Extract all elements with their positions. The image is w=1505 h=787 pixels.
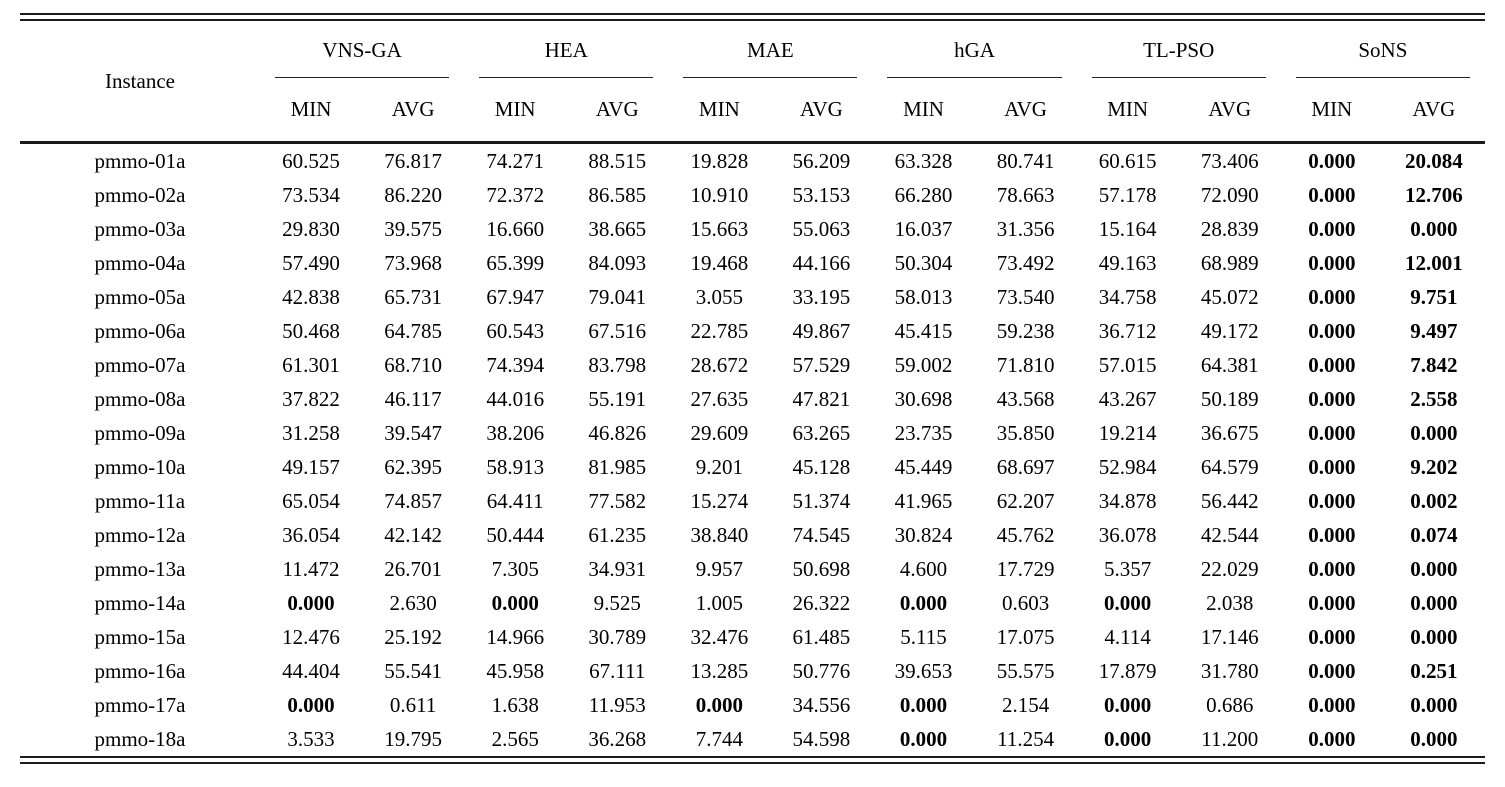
instance-cell: pmmo-18a <box>94 727 186 751</box>
value-cell: 43.267 <box>1098 387 1157 411</box>
value-cell: 20.084 <box>1405 149 1463 173</box>
value-cell: 67.947 <box>486 285 545 309</box>
value-cell: 9.957 <box>695 557 743 581</box>
table-row <box>20 518 1485 552</box>
value-cell: 66.280 <box>894 183 953 207</box>
value-cell: 7.744 <box>695 727 743 751</box>
value-cell: 61.235 <box>588 523 647 547</box>
group-underline <box>1092 77 1266 78</box>
group-label: HEA <box>544 38 588 62</box>
value-cell: 37.822 <box>282 387 340 411</box>
value-cell: 0.000 <box>1308 557 1356 581</box>
value-cell: 0.603 <box>1001 591 1050 615</box>
value-cell: 55.541 <box>384 659 442 683</box>
value-cell: 88.515 <box>588 149 647 173</box>
value-cell: 50.304 <box>894 251 953 275</box>
value-cell: 38.206 <box>486 421 545 445</box>
value-cell: 54.598 <box>792 727 851 751</box>
value-cell: 0.686 <box>1206 693 1254 717</box>
group-underline <box>887 77 1061 78</box>
group-header-vns-ga <box>260 21 464 78</box>
table-row <box>20 722 1485 756</box>
value-cell: 2.038 <box>1206 591 1254 615</box>
results-table <box>20 21 1485 756</box>
value-cell: 68.697 <box>996 455 1055 479</box>
group-header-sons <box>1281 21 1485 78</box>
value-cell: 0.000 <box>1410 727 1458 751</box>
table-row <box>20 688 1485 722</box>
value-cell: 30.698 <box>894 387 953 411</box>
value-cell: 0.000 <box>1308 489 1356 513</box>
value-cell: 4.600 <box>899 557 948 581</box>
value-cell: 11.200 <box>1201 727 1259 751</box>
value-cell: 64.579 <box>1200 455 1259 479</box>
value-cell: 50.776 <box>792 659 851 683</box>
value-cell: 0.000 <box>1308 183 1356 207</box>
value-cell: 0.000 <box>899 693 948 717</box>
value-cell: 49.172 <box>1200 319 1259 343</box>
instance-cell: pmmo-17a <box>94 693 186 717</box>
value-cell: 60.525 <box>282 149 340 173</box>
instance-cell: pmmo-13a <box>94 557 186 581</box>
value-cell: 12.476 <box>282 625 340 649</box>
value-cell: 34.878 <box>1098 489 1157 513</box>
value-cell: 50.189 <box>1200 387 1259 411</box>
value-cell: 86.585 <box>588 183 647 207</box>
value-cell: 67.111 <box>589 659 646 683</box>
value-cell: 15.274 <box>690 489 749 513</box>
value-cell: 61.301 <box>282 353 340 377</box>
instance-cell: pmmo-06a <box>94 319 186 343</box>
value-cell: 0.000 <box>899 727 948 751</box>
value-cell: 45.128 <box>792 455 851 479</box>
value-cell: 73.540 <box>996 285 1055 309</box>
sub-header-min: MIN <box>464 78 566 143</box>
value-cell: 16.660 <box>486 217 545 241</box>
instance-cell: pmmo-08a <box>94 387 186 411</box>
value-cell: 68.989 <box>1200 251 1259 275</box>
value-cell: 0.000 <box>1308 149 1356 173</box>
value-cell: 58.013 <box>894 285 953 309</box>
value-cell: 80.741 <box>996 149 1055 173</box>
table-row <box>20 212 1485 246</box>
value-cell: 36.078 <box>1098 523 1157 547</box>
table-row <box>20 586 1485 620</box>
value-cell: 72.090 <box>1200 183 1259 207</box>
value-cell: 12.706 <box>1405 183 1463 207</box>
value-cell: 0.000 <box>1410 421 1458 445</box>
value-cell: 0.000 <box>1308 455 1356 479</box>
value-cell: 86.220 <box>384 183 442 207</box>
value-cell: 39.653 <box>894 659 953 683</box>
value-cell: 17.075 <box>996 625 1055 649</box>
value-cell: 55.063 <box>792 217 851 241</box>
value-cell: 47.821 <box>792 387 851 411</box>
value-cell: 0.000 <box>1308 387 1356 411</box>
table-body <box>20 143 1485 757</box>
value-cell: 56.209 <box>792 149 851 173</box>
value-cell: 26.701 <box>384 557 442 581</box>
value-cell: 1.005 <box>695 591 743 615</box>
value-cell: 51.374 <box>792 489 851 513</box>
value-cell: 17.146 <box>1200 625 1259 649</box>
value-cell: 84.093 <box>588 251 647 275</box>
value-cell: 34.931 <box>588 557 647 581</box>
value-cell: 74.857 <box>384 489 442 513</box>
value-cell: 59.238 <box>996 319 1055 343</box>
value-cell: 19.828 <box>690 149 749 173</box>
value-cell: 49.157 <box>282 455 340 479</box>
value-cell: 71.810 <box>996 353 1055 377</box>
table-row <box>20 620 1485 654</box>
instance-cell: pmmo-01a <box>94 149 186 173</box>
value-cell: 42.142 <box>384 523 442 547</box>
value-cell: 36.675 <box>1200 421 1259 445</box>
value-cell: 62.395 <box>384 455 442 479</box>
value-cell: 0.000 <box>1308 353 1356 377</box>
group-header-tl-pso <box>1077 21 1281 78</box>
value-cell: 23.735 <box>894 421 953 445</box>
instance-cell: pmmo-15a <box>94 625 186 649</box>
table-row <box>20 416 1485 450</box>
value-cell: 34.556 <box>792 693 851 717</box>
instance-cell: pmmo-11a <box>94 489 186 513</box>
value-cell: 33.195 <box>792 285 851 309</box>
value-cell: 5.357 <box>1104 557 1152 581</box>
value-cell: 0.000 <box>1308 421 1356 445</box>
value-cell: 0.000 <box>1104 591 1152 615</box>
value-cell: 11.953 <box>588 693 646 717</box>
value-cell: 45.415 <box>894 319 953 343</box>
value-cell: 38.840 <box>690 523 749 547</box>
value-cell: 65.731 <box>384 285 442 309</box>
value-cell: 5.115 <box>900 625 947 649</box>
value-cell: 50.468 <box>282 319 340 343</box>
value-cell: 65.054 <box>282 489 340 513</box>
value-cell: 36.268 <box>588 727 647 751</box>
value-cell: 0.000 <box>899 591 948 615</box>
value-cell: 59.002 <box>894 353 953 377</box>
value-cell: 9.751 <box>1410 285 1458 309</box>
value-cell: 3.533 <box>287 727 335 751</box>
value-cell: 58.913 <box>486 455 545 479</box>
value-cell: 13.285 <box>690 659 749 683</box>
value-cell: 0.000 <box>287 591 335 615</box>
value-cell: 9.525 <box>593 591 641 615</box>
value-cell: 39.575 <box>384 217 442 241</box>
value-cell: 61.485 <box>792 625 851 649</box>
value-cell: 68.710 <box>384 353 442 377</box>
value-cell: 0.000 <box>1308 693 1356 717</box>
value-cell: 0.000 <box>1308 659 1356 683</box>
value-cell: 0.000 <box>1308 625 1356 649</box>
sub-header-avg: AVG <box>975 78 1077 143</box>
value-cell: 39.547 <box>384 421 442 445</box>
value-cell: 49.163 <box>1098 251 1157 275</box>
value-cell: 73.534 <box>282 183 340 207</box>
value-cell: 49.867 <box>792 319 851 343</box>
value-cell: 0.000 <box>1308 727 1356 751</box>
value-cell: 42.838 <box>282 285 340 309</box>
value-cell: 50.444 <box>486 523 545 547</box>
value-cell: 73.492 <box>996 251 1055 275</box>
sub-header-min: MIN <box>668 78 770 143</box>
value-cell: 0.002 <box>1410 489 1458 513</box>
value-cell: 31.356 <box>996 217 1055 241</box>
group-underline <box>275 77 449 78</box>
value-cell: 55.191 <box>588 387 647 411</box>
value-cell: 65.399 <box>486 251 545 275</box>
value-cell: 4.114 <box>1104 625 1151 649</box>
value-cell: 28.672 <box>690 353 749 377</box>
instance-cell: pmmo-12a <box>94 523 186 547</box>
instance-cell: pmmo-16a <box>94 659 186 683</box>
value-cell: 1.638 <box>491 693 539 717</box>
value-cell: 60.615 <box>1098 149 1157 173</box>
value-cell: 73.968 <box>384 251 442 275</box>
value-cell: 0.074 <box>1410 523 1458 547</box>
value-cell: 43.568 <box>996 387 1055 411</box>
value-cell: 63.328 <box>894 149 953 173</box>
value-cell: 57.529 <box>792 353 851 377</box>
value-cell: 64.381 <box>1200 353 1259 377</box>
instance-cell: pmmo-10a <box>94 455 186 479</box>
instance-cell: pmmo-02a <box>94 183 186 207</box>
group-header-hga <box>872 21 1076 78</box>
value-cell: 15.164 <box>1098 217 1157 241</box>
value-cell: 19.214 <box>1098 421 1157 445</box>
table-row <box>20 348 1485 382</box>
instance-cell: pmmo-09a <box>94 421 186 445</box>
value-cell: 44.404 <box>282 659 340 683</box>
value-cell: 64.785 <box>384 319 442 343</box>
table-row <box>20 314 1485 348</box>
value-cell: 31.780 <box>1200 659 1259 683</box>
value-cell: 2.630 <box>389 591 437 615</box>
value-cell: 38.665 <box>588 217 647 241</box>
top-double-rule <box>20 13 1485 21</box>
sub-header-avg: AVG <box>1383 78 1485 143</box>
sub-header-avg: AVG <box>362 78 464 143</box>
value-cell: 83.798 <box>588 353 647 377</box>
value-cell: 0.000 <box>1410 557 1458 581</box>
value-cell: 26.322 <box>792 591 851 615</box>
table-row <box>20 143 1485 179</box>
value-cell: 0.000 <box>1308 217 1356 241</box>
value-cell: 0.000 <box>1410 591 1458 615</box>
value-cell: 36.712 <box>1098 319 1157 343</box>
sub-header-min: MIN <box>260 78 362 143</box>
value-cell: 67.516 <box>588 319 647 343</box>
value-cell: 44.166 <box>792 251 851 275</box>
instance-cell: pmmo-04a <box>94 251 186 275</box>
value-cell: 16.037 <box>894 217 953 241</box>
value-cell: 79.041 <box>588 285 647 309</box>
table-row <box>20 280 1485 314</box>
instance-column-header: Instance <box>20 21 260 143</box>
value-cell: 27.635 <box>690 387 749 411</box>
value-cell: 12.001 <box>1405 251 1463 275</box>
group-header-mae <box>668 21 872 78</box>
value-cell: 0.000 <box>491 591 539 615</box>
group-label: MAE <box>747 38 794 62</box>
value-cell: 73.406 <box>1200 149 1259 173</box>
value-cell: 36.054 <box>282 523 340 547</box>
value-cell: 17.879 <box>1098 659 1157 683</box>
instance-cell: pmmo-14a <box>94 591 186 615</box>
value-cell: 0.000 <box>1308 285 1356 309</box>
value-cell: 62.207 <box>996 489 1055 513</box>
group-underline <box>683 77 857 78</box>
table-header <box>20 21 1485 143</box>
table-row <box>20 654 1485 688</box>
value-cell: 22.029 <box>1200 557 1259 581</box>
table-row <box>20 246 1485 280</box>
value-cell: 50.698 <box>792 557 851 581</box>
value-cell: 45.072 <box>1200 285 1259 309</box>
value-cell: 0.000 <box>1308 319 1356 343</box>
value-cell: 0.000 <box>1308 591 1356 615</box>
value-cell: 64.411 <box>486 489 544 513</box>
sub-header-avg: AVG <box>770 78 872 143</box>
value-cell: 78.663 <box>996 183 1055 207</box>
value-cell: 25.192 <box>384 625 442 649</box>
value-cell: 45.958 <box>486 659 545 683</box>
value-cell: 55.575 <box>996 659 1055 683</box>
value-cell: 32.476 <box>690 625 749 649</box>
value-cell: 9.497 <box>1410 319 1458 343</box>
value-cell: 44.016 <box>486 387 545 411</box>
group-label: VNS-GA <box>322 38 402 62</box>
value-cell: 9.202 <box>1410 455 1458 479</box>
table-row <box>20 484 1485 518</box>
value-cell: 77.582 <box>588 489 647 513</box>
value-cell: 29.609 <box>690 421 749 445</box>
value-cell: 22.785 <box>690 319 749 343</box>
group-label: TL-PSO <box>1143 38 1215 62</box>
value-cell: 41.965 <box>894 489 953 513</box>
value-cell: 0.000 <box>695 693 743 717</box>
value-cell: 28.839 <box>1200 217 1259 241</box>
group-label: hGA <box>954 38 995 62</box>
value-cell: 74.545 <box>792 523 851 547</box>
instance-cell: pmmo-07a <box>94 353 186 377</box>
value-cell: 56.442 <box>1200 489 1259 513</box>
group-underline <box>1296 77 1470 78</box>
value-cell: 52.984 <box>1098 455 1157 479</box>
value-cell: 14.966 <box>486 625 545 649</box>
value-cell: 0.000 <box>287 693 335 717</box>
value-cell: 46.826 <box>588 421 647 445</box>
table-row <box>20 450 1485 484</box>
value-cell: 72.372 <box>486 183 545 207</box>
group-header-row <box>20 21 1485 78</box>
value-cell: 45.449 <box>894 455 953 479</box>
value-cell: 29.830 <box>282 217 340 241</box>
value-cell: 7.842 <box>1410 353 1458 377</box>
value-cell: 35.850 <box>996 421 1055 445</box>
table-row <box>20 552 1485 586</box>
value-cell: 53.153 <box>792 183 851 207</box>
value-cell: 10.910 <box>690 183 749 207</box>
sub-header-min: MIN <box>872 78 974 143</box>
sub-header-min: MIN <box>1077 78 1179 143</box>
value-cell: 19.795 <box>384 727 442 751</box>
value-cell: 57.178 <box>1098 183 1157 207</box>
value-cell: 0.000 <box>1410 625 1458 649</box>
value-cell: 11.254 <box>997 727 1055 751</box>
value-cell: 2.154 <box>1001 693 1050 717</box>
value-cell: 0.000 <box>1308 523 1356 547</box>
value-cell: 0.000 <box>1104 727 1152 751</box>
value-cell: 0.000 <box>1410 693 1458 717</box>
value-cell: 11.472 <box>282 557 340 581</box>
group-underline <box>479 77 653 78</box>
value-cell: 9.201 <box>695 455 743 479</box>
bottom-double-rule <box>20 756 1485 764</box>
value-cell: 81.985 <box>588 455 647 479</box>
value-cell: 0.611 <box>389 693 437 717</box>
table-row <box>20 178 1485 212</box>
value-cell: 30.824 <box>894 523 953 547</box>
sub-header-avg: AVG <box>566 78 668 143</box>
value-cell: 46.117 <box>384 387 442 411</box>
value-cell: 3.055 <box>695 285 743 309</box>
sub-header-min: MIN <box>1281 78 1383 143</box>
value-cell: 0.251 <box>1410 659 1458 683</box>
table-row <box>20 382 1485 416</box>
value-cell: 15.663 <box>690 217 749 241</box>
value-cell: 76.817 <box>384 149 442 173</box>
instance-cell: pmmo-05a <box>94 285 186 309</box>
value-cell: 74.394 <box>486 353 545 377</box>
value-cell: 60.543 <box>486 319 545 343</box>
group-header-hea <box>464 21 668 78</box>
value-cell: 34.758 <box>1098 285 1157 309</box>
value-cell: 45.762 <box>996 523 1055 547</box>
instance-cell: pmmo-03a <box>94 217 186 241</box>
value-cell: 57.490 <box>282 251 340 275</box>
value-cell: 0.000 <box>1308 251 1356 275</box>
value-cell: 31.258 <box>282 421 340 445</box>
value-cell: 0.000 <box>1104 693 1152 717</box>
value-cell: 42.544 <box>1200 523 1259 547</box>
value-cell: 7.305 <box>491 557 539 581</box>
value-cell: 74.271 <box>486 149 545 173</box>
value-cell: 57.015 <box>1098 353 1157 377</box>
value-cell: 63.265 <box>792 421 851 445</box>
value-cell: 17.729 <box>996 557 1055 581</box>
sub-header-avg: AVG <box>1179 78 1281 143</box>
value-cell: 30.789 <box>588 625 647 649</box>
value-cell: 0.000 <box>1410 217 1458 241</box>
value-cell: 2.565 <box>491 727 539 751</box>
group-label: SoNS <box>1358 38 1408 62</box>
value-cell: 19.468 <box>690 251 749 275</box>
value-cell: 2.558 <box>1410 387 1458 411</box>
